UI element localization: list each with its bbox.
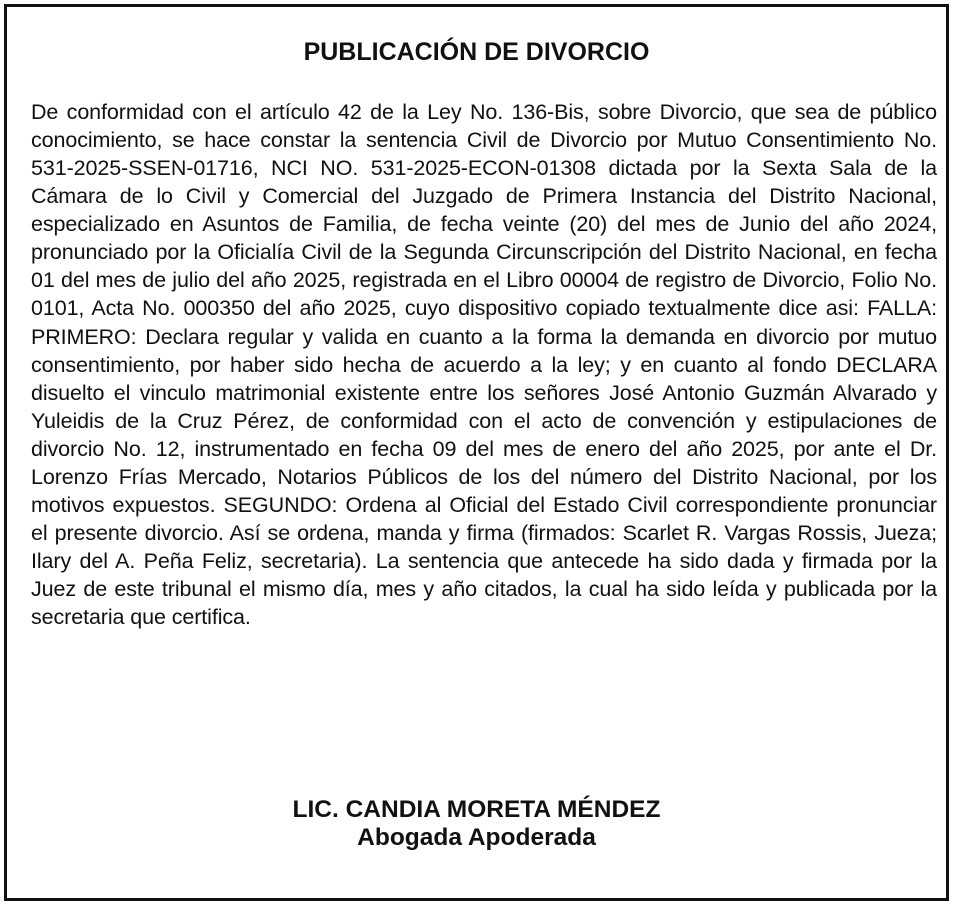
signer-name: LIC. CANDIA MORETA MÉNDEZ [292, 796, 661, 823]
notice-body: De conformidad con el artículo 42 de la Ley No. 136-Bis, sobre Divorcio, que sea de público conocimiento, se hace constar la sentencia Civil de Divorcio por Mutuo Consentimiento No. 531-2025-SSEN-01716, NCI NO. 531-2025-ECON-01308 dictada por la Sexta Sala de la Cámara de lo Civil y Comercial del Juzgado de Primera Instancia del Distrito Nacional, especializado en Asuntos de Familia, de fecha veinte (20) del mes de Junio del año 2024, pronunciado por la Oficialía Civil de la Segunda Circunscripción del Distrito Nacional, en fecha 01 del mes de julio del año 2025, registrada en el Libro 00004 de registro de Divorcio, Folio No. 0101, Acta No. 000350 del año 2025, cuyo dispositivo copiado textualmente dice asi: FALLA: PRIMERO: Declara regular y valida en cuanto a la forma la demanda en divorcio por mutuo consentimiento, por haber sido hecha de acuerdo a la ley; y en cuanto al fondo DECLARA disuelto el vinculo matrimonial existente entre los señores José Antonio Guzmán Alvarado y Yuleidis de la Cruz Pérez, de conformidad con el acto de convención y estipulaciones de divorcio No. 12, instrumentado en fecha 09 del mes de enero del año 2025, por ante el Dr. Lorenzo Frías Mercado, Notarios Públicos de los del número del Distrito Nacional, por los motivos expuestos. SEGUNDO: Ordena al Oficial del Estado Civil correspondiente pronunciar el presente divorcio. Así se ordena, manda y firma (firmados: Scarlet R. Vargas Rossis, Jueza; Ilary del A. Peña Feliz, secretaria). La sentencia que antecede ha sido dada y firmada por la Juez de este tribunal el mismo día, mes y año citados, la cual ha sido leída y publicada por la secretaria que certifica. [31, 100, 937, 630]
notice-frame [4, 4, 949, 901]
signer-role: Abogada Apoderada [357, 824, 596, 851]
signature-block [7, 796, 946, 852]
notice-title: PUBLICACIÓN DE DIVORCIO [303, 38, 650, 66]
